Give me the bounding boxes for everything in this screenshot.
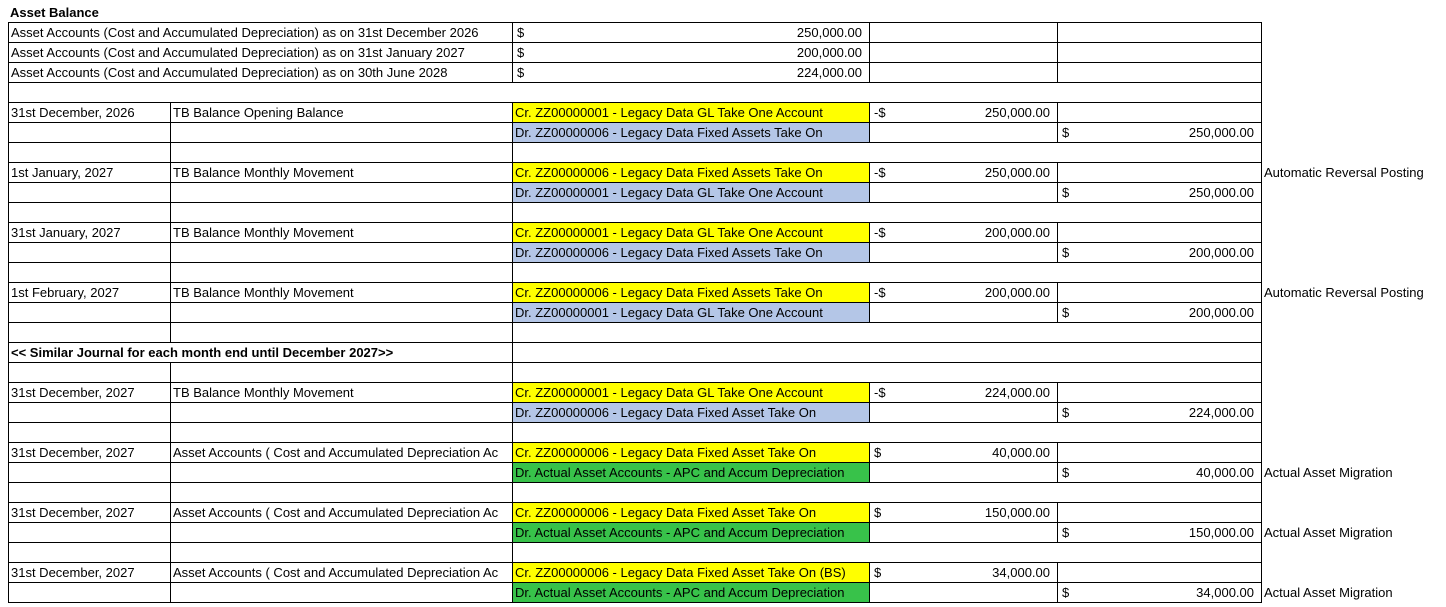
credit-column-empty[interactable] (869, 522, 1058, 543)
credit-amount: 250,000.00 (984, 105, 1050, 120)
debit-account[interactable]: Dr. Actual Asset Accounts - APC and Accum Depreciation (512, 582, 870, 603)
spacer-cell[interactable] (512, 542, 1262, 563)
spacer-cell[interactable] (512, 142, 1262, 163)
debit-amount: 34,000.00 (1196, 585, 1254, 600)
journal-date[interactable]: 31st December, 2027 (8, 382, 171, 403)
spacer-cell[interactable] (170, 322, 513, 343)
debit-account[interactable]: Dr. ZZ00000006 - Legacy Data Fixed Asset Take On (512, 402, 870, 423)
debit-amount: 250,000.00 (1188, 125, 1254, 140)
journal-date[interactable]: 31st January, 2027 (8, 222, 171, 243)
posting-note: Actual Asset Migration (1264, 525, 1393, 540)
journal-description-empty[interactable] (170, 242, 513, 263)
journal-date[interactable]: 1st January, 2027 (8, 162, 171, 183)
balance-amount: 224,000.00 (796, 65, 862, 80)
journal-date[interactable]: 31st December, 2027 (8, 502, 171, 523)
posting-note (1262, 123, 1446, 142)
credit-amount: 34,000.00 (992, 565, 1050, 580)
debit-account[interactable]: Dr. Actual Asset Accounts - APC and Accum Depreciation (512, 462, 870, 483)
balance-label[interactable]: Asset Accounts (Cost and Accumulated Depreciation) as on 30th June 2028 (8, 62, 513, 83)
journal-date-empty[interactable] (8, 462, 171, 483)
debit-column-empty[interactable] (1057, 162, 1262, 183)
journal-date-empty[interactable] (8, 242, 171, 263)
spacer-cell[interactable] (8, 142, 171, 163)
spacer-cell[interactable] (8, 482, 171, 503)
posting-note (1262, 563, 1446, 582)
journal-description[interactable]: TB Balance Opening Balance (170, 102, 513, 123)
debit-column-empty[interactable] (1057, 102, 1262, 123)
credit-sign[interactable]: -$ (869, 222, 1058, 243)
debit-sign[interactable]: $ (1057, 182, 1262, 203)
credit-amount: 40,000.00 (992, 445, 1050, 460)
journal-date-empty[interactable] (8, 582, 171, 603)
credit-column-empty[interactable] (869, 122, 1058, 143)
spacer-cell[interactable] (170, 202, 513, 223)
credit-sign[interactable]: $ (869, 562, 1058, 583)
debit-amount: 200,000.00 (1188, 305, 1254, 320)
spacer-cell[interactable] (170, 362, 513, 383)
credit-column-empty[interactable] (869, 582, 1058, 603)
journal-description-empty[interactable] (170, 402, 513, 423)
balance-amount: 250,000.00 (796, 25, 862, 40)
spacer-cell[interactable] (8, 422, 171, 443)
journal-description[interactable]: TB Balance Monthly Movement (170, 382, 513, 403)
credit-amount: 200,000.00 (984, 225, 1050, 240)
spacer-cell[interactable] (512, 322, 1262, 343)
credit-sign[interactable]: -$ (869, 102, 1058, 123)
spacer-cell[interactable] (170, 142, 513, 163)
spacer-cell[interactable] (512, 422, 1262, 443)
spacer-cell[interactable] (512, 362, 1262, 383)
credit-column-empty[interactable] (869, 242, 1058, 263)
journal-description-empty[interactable] (170, 182, 513, 203)
spacer-cell[interactable] (170, 542, 513, 563)
debit-sign[interactable]: $ (1057, 582, 1262, 603)
debit-amount: 200,000.00 (1188, 245, 1254, 260)
debit-sign[interactable]: $ (1057, 302, 1262, 323)
spacer-cell[interactable] (8, 262, 171, 283)
posting-note: Automatic Reversal Posting (1264, 165, 1424, 180)
debit-amount: 250,000.00 (1188, 185, 1254, 200)
journal-description[interactable]: Asset Accounts ( Cost and Accumulated Depreciation Ac (170, 562, 513, 583)
journal-description-empty[interactable] (170, 122, 513, 143)
spacer-cell[interactable] (8, 362, 171, 383)
debit-account[interactable]: Dr. ZZ00000006 - Legacy Data Fixed Assets Take On (512, 122, 870, 143)
balance-empty-cell[interactable] (1057, 62, 1262, 83)
journal-description-empty[interactable] (170, 522, 513, 543)
journal-description-empty[interactable] (170, 462, 513, 483)
journal-date[interactable]: 31st December, 2026 (8, 102, 171, 123)
posting-note (1262, 223, 1446, 242)
journal-date-empty[interactable] (8, 522, 171, 543)
sheet-title: Asset Balance (10, 5, 99, 20)
similar-journal-note[interactable]: << Similar Journal for each month end until December 2027>> (8, 342, 513, 363)
debit-sign[interactable]: $ (1057, 242, 1262, 263)
credit-sign[interactable]: $ (869, 442, 1058, 463)
spacer-cell[interactable] (170, 262, 513, 283)
credit-account[interactable]: Cr. ZZ00000006 - Legacy Data Fixed Asset Take On (BS) (512, 562, 870, 583)
credit-account[interactable]: Cr. ZZ00000001 - Legacy Data GL Take One Account (512, 102, 870, 123)
credit-sign[interactable]: -$ (869, 382, 1058, 403)
balance-currency[interactable]: $ (512, 22, 870, 43)
journal-date-empty[interactable] (8, 402, 171, 423)
debit-column-empty[interactable] (1057, 222, 1262, 243)
posting-note (1262, 383, 1446, 402)
credit-amount: 150,000.00 (984, 505, 1050, 520)
balance-empty-cell[interactable] (1057, 22, 1262, 43)
spacer-cell[interactable] (8, 82, 1262, 103)
posting-note (1262, 243, 1446, 262)
balance-empty-cell[interactable] (869, 62, 1058, 83)
credit-column-empty[interactable] (869, 402, 1058, 423)
balance-label[interactable]: Asset Accounts (Cost and Accumulated Depreciation) as on 31st December 2026 (8, 22, 513, 43)
debit-amount: 150,000.00 (1188, 525, 1254, 540)
debit-amount: 40,000.00 (1196, 465, 1254, 480)
posting-note (1262, 183, 1446, 202)
debit-sign[interactable]: $ (1057, 122, 1262, 143)
journal-description[interactable]: TB Balance Monthly Movement (170, 222, 513, 243)
credit-amount: 224,000.00 (984, 385, 1050, 400)
credit-sign[interactable]: -$ (869, 162, 1058, 183)
spacer-cell[interactable] (512, 262, 1262, 283)
balance-empty-cell[interactable] (869, 42, 1058, 63)
journal-date[interactable]: 31st December, 2027 (8, 442, 171, 463)
credit-sign[interactable]: -$ (869, 282, 1058, 303)
credit-account[interactable]: Cr. ZZ00000006 - Legacy Data Fixed Assets Take On (512, 282, 870, 303)
journal-date[interactable]: 1st February, 2027 (8, 282, 171, 303)
posting-note (1262, 103, 1446, 122)
debit-column-empty[interactable] (1057, 562, 1262, 583)
credit-amount: 200,000.00 (984, 285, 1050, 300)
credit-amount: 250,000.00 (984, 165, 1050, 180)
spacer-cell[interactable] (8, 542, 171, 563)
journal-description[interactable]: TB Balance Monthly Movement (170, 282, 513, 303)
debit-column-empty[interactable] (1057, 282, 1262, 303)
debit-column-empty[interactable] (1057, 442, 1262, 463)
posting-note: Actual Asset Migration (1264, 585, 1393, 600)
balance-currency[interactable]: $ (512, 42, 870, 63)
journal-date-empty[interactable] (8, 302, 171, 323)
journal-description[interactable]: TB Balance Monthly Movement (170, 162, 513, 183)
credit-column-empty[interactable] (869, 182, 1058, 203)
debit-sign[interactable]: $ (1057, 522, 1262, 543)
balance-currency[interactable]: $ (512, 62, 870, 83)
credit-column-empty[interactable] (869, 462, 1058, 483)
credit-account[interactable]: Cr. ZZ00000001 - Legacy Data GL Take One Account (512, 222, 870, 243)
balance-empty-cell[interactable] (869, 22, 1058, 43)
journal-date-empty[interactable] (8, 182, 171, 203)
debit-column-empty[interactable] (1057, 382, 1262, 403)
debit-sign[interactable]: $ (1057, 462, 1262, 483)
spacer-cell[interactable] (512, 202, 1262, 223)
debit-account[interactable]: Dr. ZZ00000001 - Legacy Data GL Take One Account (512, 302, 870, 323)
posting-note (1262, 403, 1446, 422)
spacer-cell[interactable] (8, 322, 171, 343)
credit-account[interactable]: Cr. ZZ00000006 - Legacy Data Fixed Asset Take On (512, 502, 870, 523)
debit-amount: 224,000.00 (1188, 405, 1254, 420)
credit-sign[interactable]: $ (869, 502, 1058, 523)
credit-account[interactable]: Cr. ZZ00000006 - Legacy Data Fixed Assets Take On (512, 162, 870, 183)
spacer-cell[interactable] (512, 482, 1262, 503)
credit-account[interactable]: Cr. ZZ00000001 - Legacy Data GL Take One Account (512, 382, 870, 403)
posting-note (1262, 503, 1446, 522)
journal-description[interactable]: Asset Accounts ( Cost and Accumulated Depreciation Ac (170, 442, 513, 463)
spacer-cell[interactable] (170, 482, 513, 503)
spacer-cell[interactable] (8, 202, 171, 223)
balance-amount: 200,000.00 (796, 45, 862, 60)
credit-column-empty[interactable] (869, 302, 1058, 323)
journal-description-empty[interactable] (170, 582, 513, 603)
journal-date-empty[interactable] (8, 122, 171, 143)
debit-column-empty[interactable] (1057, 502, 1262, 523)
balance-empty-cell[interactable] (1057, 42, 1262, 63)
balance-label[interactable]: Asset Accounts (Cost and Accumulated Depreciation) as on 31st January 2027 (8, 42, 513, 63)
debit-account[interactable]: Dr. ZZ00000001 - Legacy Data GL Take One Account (512, 182, 870, 203)
credit-account[interactable]: Cr. ZZ00000006 - Legacy Data Fixed Asset Take On (512, 442, 870, 463)
posting-note (1262, 443, 1446, 462)
debit-account[interactable]: Dr. Actual Asset Accounts - APC and Accum Depreciation (512, 522, 870, 543)
journal-description[interactable]: Asset Accounts ( Cost and Accumulated Depreciation Ac (170, 502, 513, 523)
posting-note: Actual Asset Migration (1264, 465, 1393, 480)
posting-note: Automatic Reversal Posting (1264, 285, 1424, 300)
journal-description-empty[interactable] (170, 302, 513, 323)
debit-account[interactable]: Dr. ZZ00000006 - Legacy Data Fixed Assets Take On (512, 242, 870, 263)
posting-note (1262, 303, 1446, 322)
spacer-cell[interactable] (170, 422, 513, 443)
journal-date[interactable]: 31st December, 2027 (8, 562, 171, 583)
spacer-cell[interactable] (512, 342, 1262, 363)
debit-sign[interactable]: $ (1057, 402, 1262, 423)
